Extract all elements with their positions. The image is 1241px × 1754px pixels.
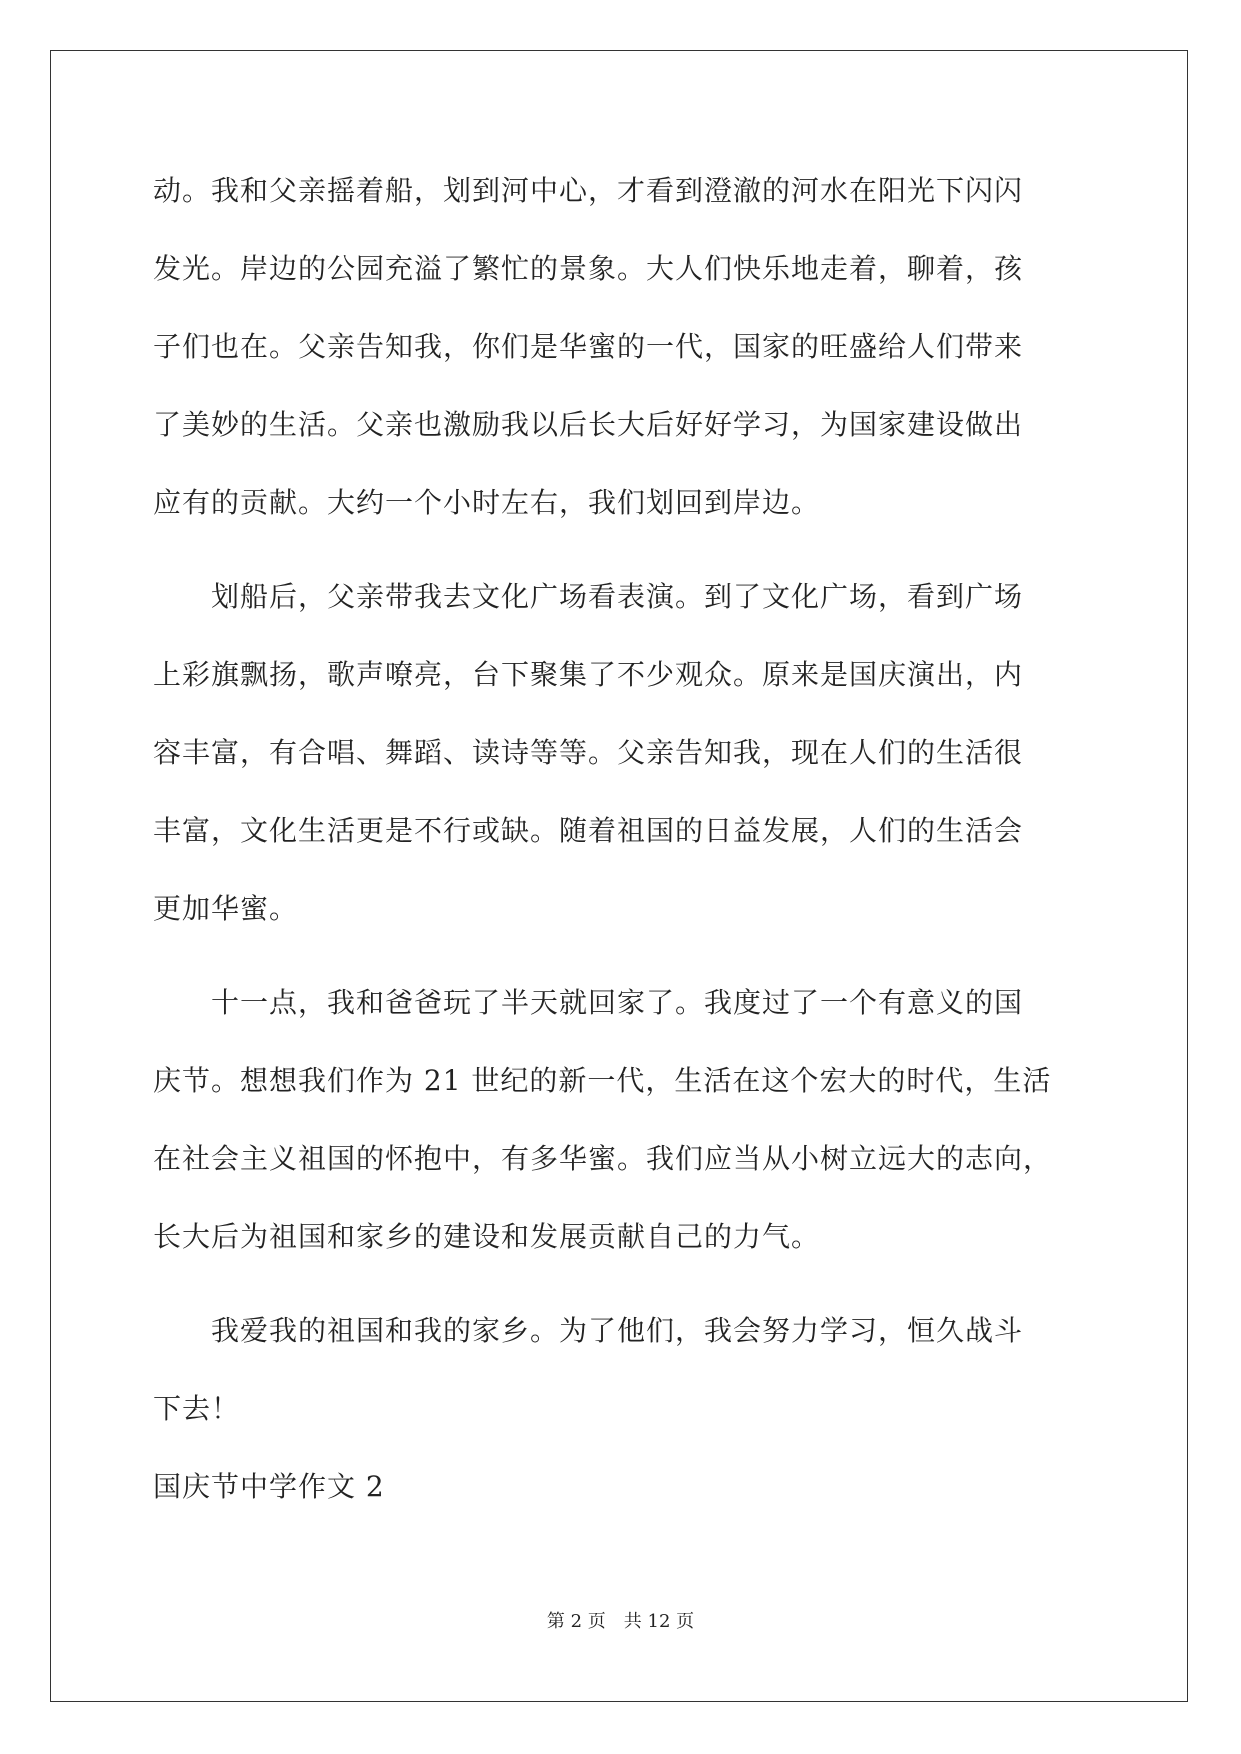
text-line: 了美妙的生活。父亲也激励我以后长大后好好学习，为国家建设做出 bbox=[153, 408, 1024, 441]
page-number-current: 第 2 页 bbox=[546, 1611, 606, 1632]
text-line: 在社会主义祖国的怀抱中，有多华蜜。我们应当从小树立远大的志向， bbox=[153, 1142, 1053, 1175]
text-line: 丰富，文化生活更是不行或缺。随着祖国的日益发展，人们的生活会 bbox=[153, 814, 1024, 847]
page-footer bbox=[0, 1611, 1241, 1633]
text-line: 我爱我的祖国和我的家乡。为了他们，我会努力学习，恒久战斗 bbox=[153, 1314, 1024, 1347]
text-line: 更加华蜜。 bbox=[153, 892, 299, 925]
text-line: 子们也在。父亲告知我，你们是华蜜的一代，国家的旺盛给人们带来 bbox=[153, 330, 1024, 363]
page-frame bbox=[50, 50, 1188, 1702]
text-line: 划船后，父亲带我去文化广场看表演。到了文化广场，看到广场 bbox=[153, 580, 1024, 613]
text-line: 应有的贡献。大约一个小时左右，我们划回到岸边。 bbox=[153, 486, 821, 519]
text-line: 发光。岸边的公园充溢了繁忙的景象。大人们快乐地走着，聊着，孩 bbox=[153, 252, 1024, 285]
section-heading: 国庆节中学作文 2 bbox=[153, 1470, 385, 1503]
text-line: 长大后为祖国和家乡的建设和发展贡献自己的力气。 bbox=[153, 1220, 821, 1253]
text-line: 庆节。想想我们作为 21 世纪的新一代，生活在这个宏大的时代，生活 bbox=[153, 1064, 1052, 1097]
text-line: 上彩旗飘扬，歌声嘹亮，台下聚集了不少观众。原来是国庆演出，内 bbox=[153, 658, 1024, 691]
text-line: 下去！ bbox=[153, 1392, 241, 1425]
text-line: 容丰富，有合唱、舞蹈、读诗等等。父亲告知我，现在人们的生活很 bbox=[153, 736, 1024, 769]
page-number-total: 共 12 页 bbox=[623, 1611, 695, 1632]
text-line: 十一点，我和爸爸玩了半天就回家了。我度过了一个有意义的国 bbox=[153, 986, 1024, 1019]
text-line: 动。我和父亲摇着船，划到河中心，才看到澄澈的河水在阳光下闪闪 bbox=[153, 174, 1024, 207]
